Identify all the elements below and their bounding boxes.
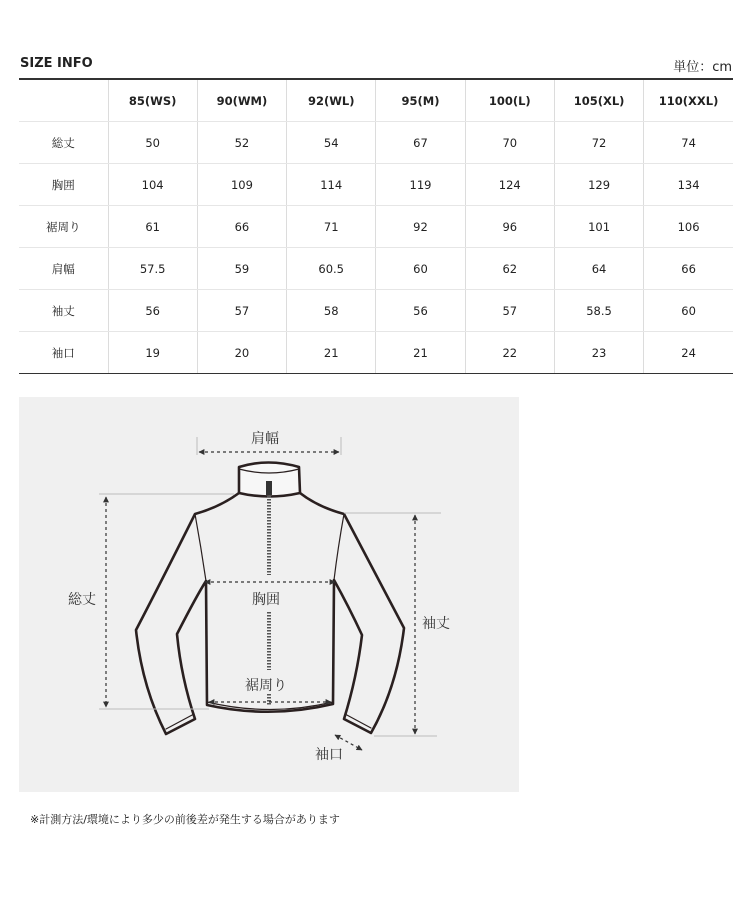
- row-label: 肩幅: [19, 248, 108, 290]
- table-cell: 21: [287, 332, 376, 374]
- row-label: 裾周り: [19, 206, 108, 248]
- size-table: [19, 78, 733, 374]
- table-cell: 109: [197, 164, 286, 206]
- table-cell: 129: [554, 164, 643, 206]
- table-cell: 58: [287, 290, 376, 332]
- table-row: [19, 332, 733, 374]
- table-cell: 124: [465, 164, 554, 206]
- table-cell: 64: [554, 248, 643, 290]
- table-cell: 96: [465, 206, 554, 248]
- row-label: 胸囲: [19, 164, 108, 206]
- table-cell: 23: [554, 332, 643, 374]
- table-cell: 22: [465, 332, 554, 374]
- column-header: 100(L): [465, 79, 554, 122]
- column-header: 110(XXL): [644, 79, 733, 122]
- column-header: 90(WM): [197, 79, 286, 122]
- length-label: 総丈: [68, 592, 96, 608]
- table-cell: 52: [197, 122, 286, 164]
- table-cell: 101: [554, 206, 643, 248]
- table-cell: 57: [465, 290, 554, 332]
- table-cell: 106: [644, 206, 733, 248]
- size-info-title: SIZE INFO: [20, 56, 93, 71]
- table-cell: 114: [287, 164, 376, 206]
- table-cell: 56: [108, 290, 197, 332]
- measurement-note: ※計測方法/環境により多少の前後差が発生する場合があります: [30, 813, 340, 826]
- table-cell: 19: [108, 332, 197, 374]
- table-cell: 50: [108, 122, 197, 164]
- chest-label: 胸囲: [252, 592, 280, 608]
- column-header: 85(WS): [108, 79, 197, 122]
- table-row: [19, 248, 733, 290]
- table-cell: 24: [644, 332, 733, 374]
- column-header: [19, 79, 108, 122]
- row-label: 袖丈: [19, 290, 108, 332]
- table-header-row: [19, 79, 733, 122]
- table-cell: 56: [376, 290, 465, 332]
- measurement-diagram: [19, 397, 519, 792]
- table-cell: 104: [108, 164, 197, 206]
- column-header: 92(WL): [287, 79, 376, 122]
- table-cell: 74: [644, 122, 733, 164]
- row-label: 総丈: [19, 122, 108, 164]
- column-header: 105(XL): [554, 79, 643, 122]
- unit-label: 単位：cm: [673, 60, 732, 75]
- table-cell: 71: [287, 206, 376, 248]
- table-cell: 61: [108, 206, 197, 248]
- table-cell: 72: [554, 122, 643, 164]
- table-cell: 70: [465, 122, 554, 164]
- table-cell: 67: [376, 122, 465, 164]
- table-cell: 66: [644, 248, 733, 290]
- table-cell: 57.5: [108, 248, 197, 290]
- table-cell: 58.5: [554, 290, 643, 332]
- table-cell: 66: [197, 206, 286, 248]
- table-cell: 60.5: [287, 248, 376, 290]
- table-cell: 20: [197, 332, 286, 374]
- table-cell: 62: [465, 248, 554, 290]
- table-cell: 59: [197, 248, 286, 290]
- table-cell: 119: [376, 164, 465, 206]
- table-cell: 60: [376, 248, 465, 290]
- column-header: 95(M): [376, 79, 465, 122]
- shoulder-label: 肩幅: [251, 431, 279, 447]
- table-cell: 134: [644, 164, 733, 206]
- sleeve-label: 袖丈: [422, 616, 450, 632]
- table-cell: 21: [376, 332, 465, 374]
- table-row: [19, 206, 733, 248]
- hem-label: 裾周り: [245, 678, 287, 694]
- table-row: [19, 122, 733, 164]
- table-cell: 60: [644, 290, 733, 332]
- table-cell: 57: [197, 290, 286, 332]
- cuff-label: 袖口: [315, 747, 343, 763]
- row-label: 袖口: [19, 332, 108, 374]
- table-cell: 54: [287, 122, 376, 164]
- table-row: [19, 164, 733, 206]
- table-cell: 92: [376, 206, 465, 248]
- table-row: [19, 290, 733, 332]
